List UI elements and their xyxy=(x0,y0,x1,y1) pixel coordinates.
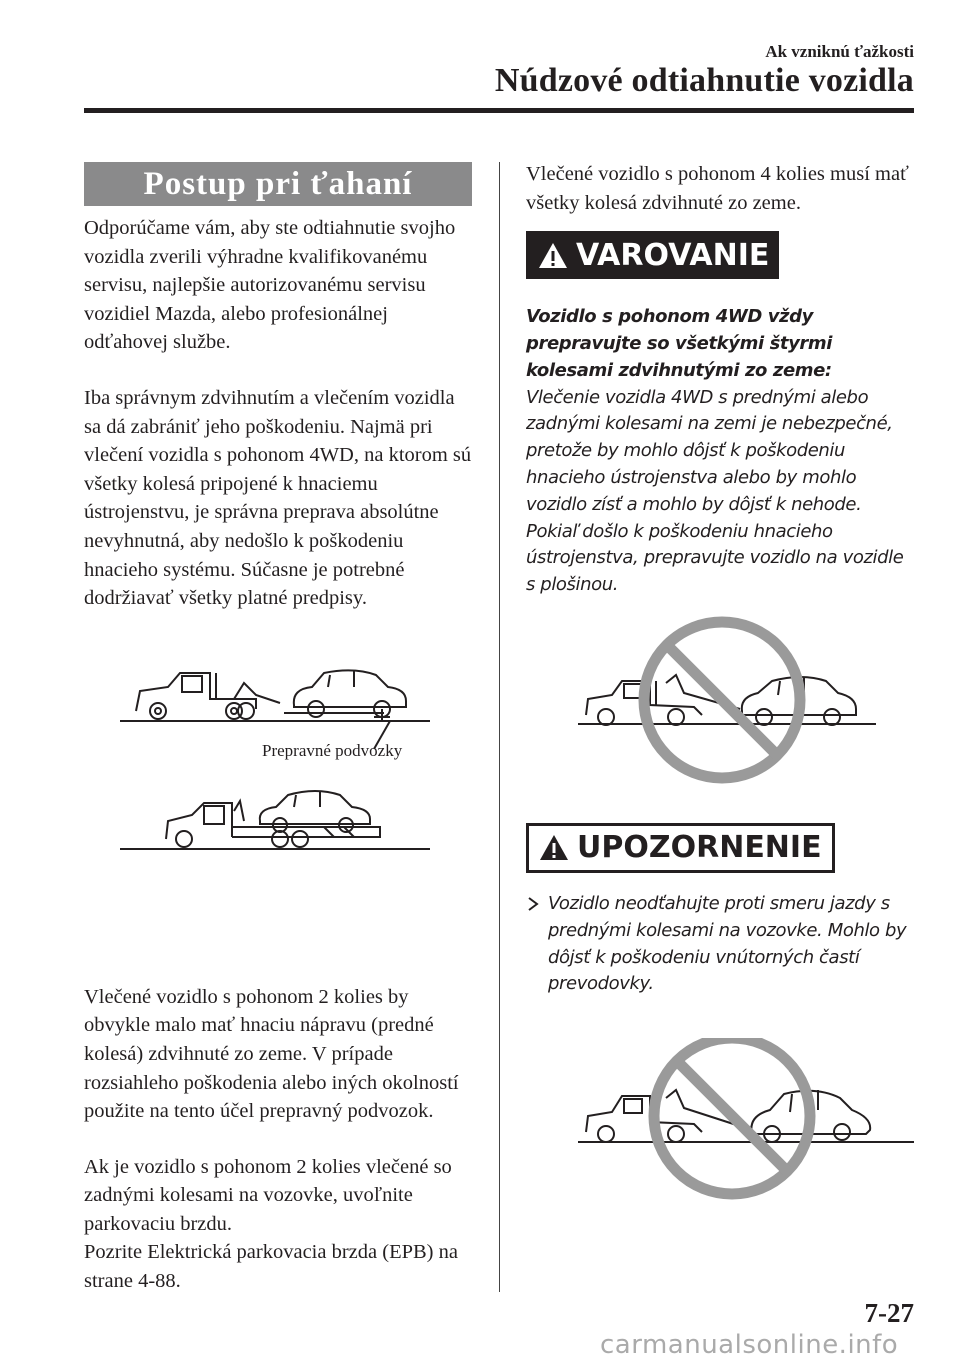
prohibited-figure-1 xyxy=(526,615,914,795)
two-wheel-paragraph: Vlečené vozidlo s pohonom 2 kolies by obvykle malo mať hnaciu nápravu (predné kolesá) zdvihnuté zo zeme. V prípade rozsiahleho poškodenia alebo iných okolností použite na tento účel prepravný podvozok. xyxy=(84,985,459,1123)
prohibited-tow-illustration-2 xyxy=(526,1038,914,1218)
left-column xyxy=(84,162,472,1296)
page-number: 7-27 xyxy=(864,1298,914,1328)
prohibited-figure-2 xyxy=(526,1038,914,1218)
header-rule xyxy=(84,108,914,113)
intro-paragraph: Odporúčame vám, aby ste odtiahnutie svojho vozidla zverili výhradne kvalifikovanému servisu, najlepšie autorizovanému servisu vozidiel Mazda, alebo profesionálnej odťahovej službe. xyxy=(84,217,456,354)
warning-text: Vlečenie vozidla 4WD s prednými alebo zadnými kolesami na zemi je nebezpečné, pretože by mohlo dôjsť k poškodeniu hnacieho ústrojenstva alebo by mohlo vozidlo zísť a mohlo by dôjsť k nehode. Pokiaľ došlo k poškodeniu hnacieho ústrojenstva, prepravujte vozidlo na vozidle s plošinou. xyxy=(526,386,904,596)
warning-badge xyxy=(526,231,779,279)
watermark: carmanualsonline.info xyxy=(600,1330,899,1360)
reference-paragraph: Pozrite Elektrická parkovacia brzda (EPB) na strane 4-88. xyxy=(84,1241,458,1293)
parking-brake-paragraph: Ak je vozidlo s pohonom 2 kolies vlečené so zadnými kolesami na vozovke, uvoľnite parkovaciu brzdu. xyxy=(84,1155,452,1235)
caution-label: UPOZORNENIE xyxy=(577,830,822,866)
triangle-bullet-icon xyxy=(526,891,540,917)
caution-triangle-icon xyxy=(539,834,569,861)
caution-item xyxy=(526,891,914,998)
column-divider xyxy=(499,162,500,1292)
lifting-paragraph: Iba správnym zdvihnutím a vlečením vozidla sa dá zabrániť jeho poškodeniu. Najmä pri vlečení vozidla s pohonom 4WD, na ktorom sú všetky kolesá pripojené k hnaciemu ústrojenstvu, je správna preprava absolútne nevyhnutná, aby nedošlo k poškodeniu hnacieho systému. Súčasne je potrebné dodržiavať všetky platné predpisy. xyxy=(84,386,472,610)
caution-text: Vozidlo neodťahujte proti smeru jazdy s prednými kolesami na vozovke. Mohlo by dôjsť k poškodeniu vnútorných častí prevodovky. xyxy=(548,892,907,995)
caution-block xyxy=(526,823,914,998)
caution-badge xyxy=(526,823,835,873)
four-wheel-paragraph: Vlečené vozidlo s pohonom 4 kolies musí mať všetky kolesá zdvihnuté zo zeme. xyxy=(526,163,909,214)
warning-block xyxy=(526,231,914,599)
warning-bold-text: Vozidlo s pohonom 4WD vždy prepravujte so všetkými štyrmi kolesami zdvihnutými zo zeme: xyxy=(526,306,833,381)
section-title: Postup pri ťahaní xyxy=(84,162,472,206)
warning-triangle-icon xyxy=(538,242,568,269)
prohibited-tow-illustration-1 xyxy=(526,615,914,795)
figure-caption: Prepravné podvozky xyxy=(262,740,403,760)
warning-label: VAROVANIE xyxy=(576,237,770,273)
warning-body xyxy=(526,304,914,599)
tow-truck-dolly-illustration xyxy=(84,661,472,911)
chapter-subtitle: Ak vzniknú ťažkosti xyxy=(765,42,914,61)
chapter-title: Núdzové odtiahnutie vozidla xyxy=(494,62,914,99)
towing-dolly-figure xyxy=(84,661,472,911)
right-column xyxy=(526,162,914,1218)
